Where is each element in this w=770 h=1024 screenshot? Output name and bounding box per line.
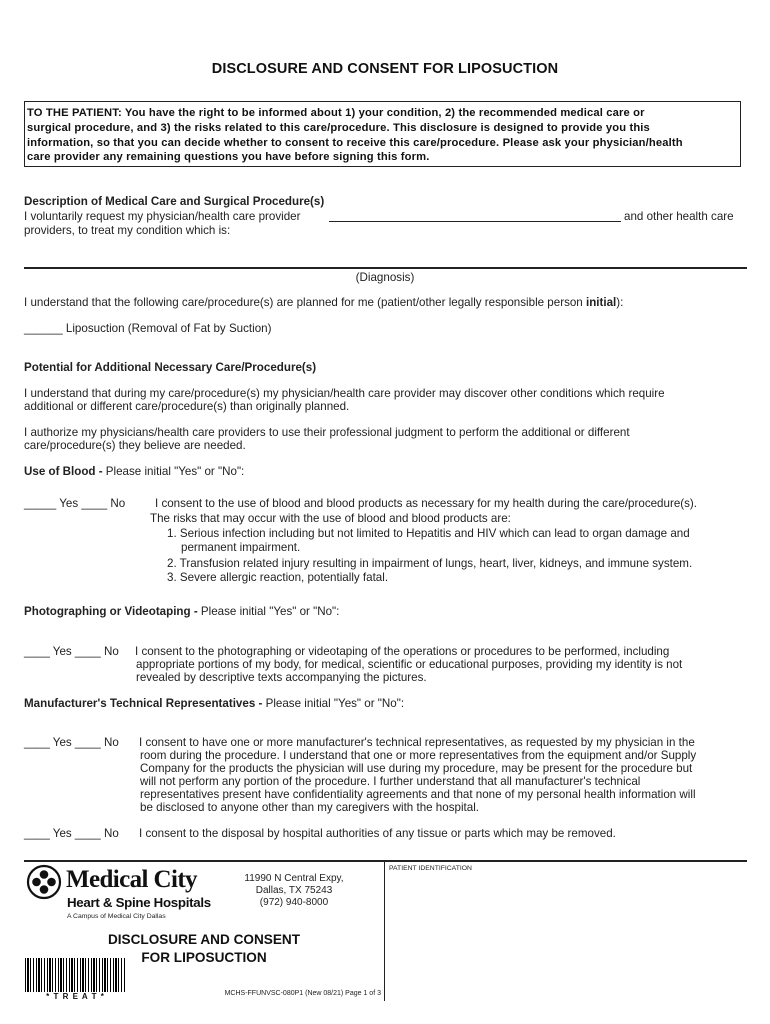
blood-heading-rest: Please initial "Yes" or "No": [102, 465, 245, 478]
footer-title-line: DISCLOSURE AND CONSENT [107, 932, 301, 947]
photo-yes-no[interactable]: ____ Yes ____ No [24, 645, 119, 658]
address-line: (972) 940-8000 [259, 897, 329, 908]
provider-name-field[interactable] [329, 209, 621, 222]
page-title: DISCLOSURE AND CONSENT FOR LIPOSUCTION [211, 61, 559, 77]
text-line: will not perform any portion of the procedure. I further understand that all manufacturer's technical [140, 775, 641, 788]
tissue-consent-text: I consent to the disposal by hospital authorities of any tissue or parts which may be removed. [139, 827, 616, 840]
blood-risks-intro: The risks that may occur with the use of blood and blood products are: [150, 512, 511, 525]
planned-text-end: ): [616, 296, 624, 309]
description-heading: Description of Medical Care and Surgical Procedure(s) [24, 195, 325, 208]
text-line: room during the procedure. I understand that one or more representatives from the equipment and/or Supply [140, 749, 697, 762]
planned-initial-word: initial [585, 296, 617, 309]
logo-campus: A Campus of Medical City Dallas [67, 913, 166, 920]
logo-subtitle: Heart & Spine Hospitals [67, 895, 211, 910]
text-line: be disclosed to anyone other than my caregivers with the hospital. [140, 801, 479, 814]
footer-title-line: FOR LIPOSUCTION [141, 950, 267, 965]
photo-heading [24, 605, 339, 618]
condition-text: providers, to treat my condition which is: [24, 224, 231, 237]
blood-risk-item: 2. Transfusion related injury resulting in impairment of lungs, heart, liver, kidneys, and immune system. [167, 557, 693, 570]
patient-notice-box [24, 101, 741, 167]
reps-heading-rest: Please initial "Yes" or "No": [262, 697, 405, 710]
medical-city-logo-icon [26, 864, 62, 900]
text-line: care/procedure(s) they believe are needed. [24, 439, 246, 452]
provider-request-text: I voluntarily request my physician/health care provider [24, 210, 301, 223]
text-line: representatives present have confidentiality agreements and that none of my personal health information will [140, 788, 696, 801]
blood-consent-text: I consent to the use of blood and blood products as necessary for my health during the care/procedure(s). [155, 497, 698, 510]
photo-heading-bold: Photographing or Videotaping - [24, 605, 198, 618]
text-line: I consent to have one or more manufacturer's technical representatives, as requested by my physician in the [139, 736, 695, 749]
planned-statement [24, 296, 623, 309]
text-line: I authorize my physicians/health care providers to use their professional judgment to perform the additional or different [24, 426, 630, 439]
provider-request-end: and other health care [624, 210, 734, 223]
barcode [25, 958, 126, 994]
text-line: revealed by descriptive texts accompanying the pictures. [136, 671, 427, 684]
reps-heading-bold: Manufacturer's Technical Representatives - [24, 697, 263, 710]
blood-risk-item: permanent impairment. [181, 541, 301, 554]
address-line: 11990 N Central Expy, [244, 873, 344, 884]
additional-care-paragraph-2 [24, 426, 630, 452]
logo-name: Medical City [66, 866, 197, 893]
text-line: I consent to the photographing or videotaping of the operations or procedures to be performed, including [135, 645, 670, 658]
diagnosis-field[interactable] [24, 267, 747, 269]
additional-care-paragraph-1 [24, 387, 665, 413]
text-line: Company for the products the physician will use during my procedure, may be present for the procedure but [140, 762, 693, 775]
text-line: I understand that during my care/procedure(s) my physician/health care provider may discover other conditions which require [24, 387, 665, 400]
notice-line: information, so that you can decide whether to consent to receive this care/procedure. Please ask your physician/health [27, 136, 683, 149]
hospital-address [242, 873, 346, 909]
footer-vertical-divider [384, 861, 385, 1001]
reps-yes-no[interactable]: ____ Yes ____ No [24, 736, 119, 749]
barcode-caption: * T R E A T * [25, 992, 126, 1001]
blood-risk-item: 1. Serious infection including but not limited to Hepatitis and HIV which can lead to organ damage and [167, 527, 690, 540]
text-line: additional or different care/procedure(s) than originally planned. [24, 400, 350, 413]
diagnosis-label: (Diagnosis) [355, 271, 415, 284]
reps-consent-text [139, 736, 696, 814]
additional-care-heading: Potential for Additional Necessary Care/Procedure(s) [24, 361, 317, 374]
blood-heading [24, 465, 244, 478]
text-line: appropriate portions of my body, for medical, scientific or educational purposes, providing my identity is not [136, 658, 683, 671]
photo-consent-text [135, 645, 682, 684]
notice-line: care provider any remaining questions you have before signing this form. [27, 151, 430, 164]
reps-heading [24, 697, 404, 710]
address-line: Dallas, TX 75243 [255, 885, 333, 896]
patient-identification-label: PATIENT IDENTIFICATION [389, 865, 472, 872]
form-code: MCHS-FFUNVSC-080P1 (New 08/21) Page 1 of 3 [224, 990, 381, 997]
photo-heading-rest: Please initial "Yes" or "No": [197, 605, 340, 618]
notice-line: surgical procedure, and 3) the risks related to this care/procedure. This disclosure is designed to provide you this [27, 121, 650, 134]
liposuction-initial-item[interactable]: ______ Liposuction (Removal of Fat by Suction) [24, 322, 272, 335]
footer-divider [24, 860, 747, 862]
blood-heading-bold: Use of Blood - [24, 465, 103, 478]
blood-yes-no[interactable]: _____ Yes ____ No [24, 497, 126, 510]
tissue-yes-no[interactable]: ____ Yes ____ No [24, 827, 119, 840]
planned-text: I understand that the following care/procedure(s) are planned for me (patient/other legally responsible person [24, 296, 586, 309]
blood-risk-item: 3. Severe allergic reaction, potentially fatal. [167, 571, 389, 584]
notice-line: TO THE PATIENT: You have the right to be informed about 1) your condition, 2) the recommended medical care or [27, 107, 645, 119]
